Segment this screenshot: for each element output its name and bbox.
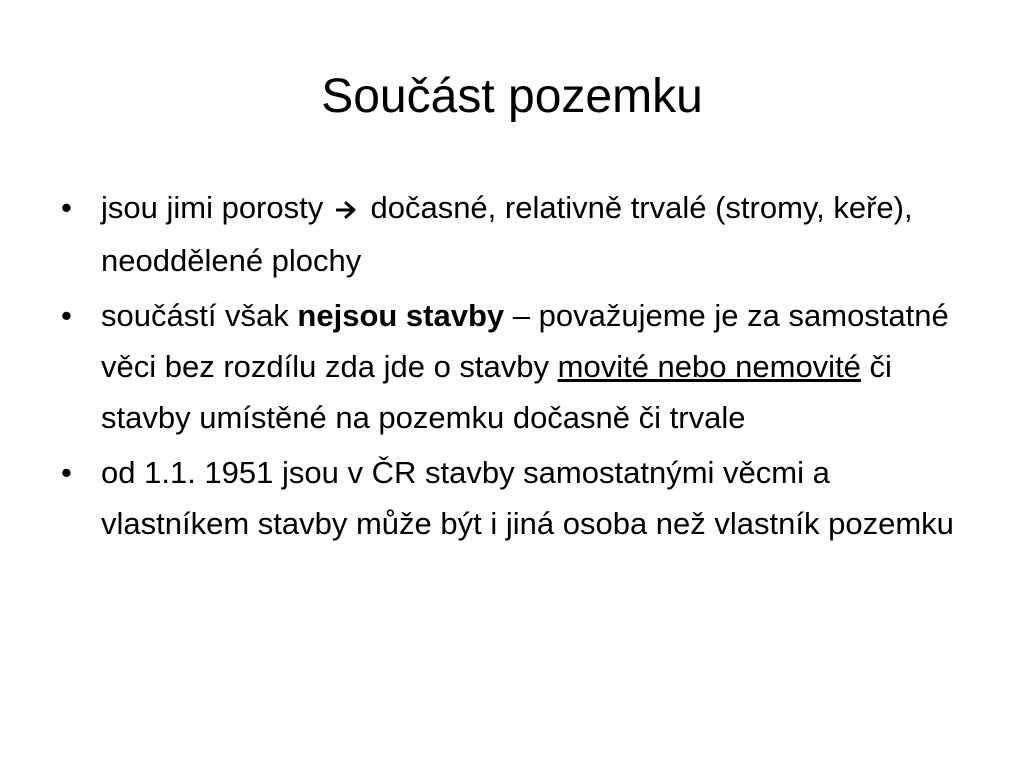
bullet-text: – považujeme je za samostatné věci bez rozdílu zda jde o stavby	[101, 298, 949, 385]
bullet-text: jsou jimi porosty	[101, 190, 332, 225]
bullet-text: od 1.1. 1951 jsou v ČR stavby samostatnými věcmi a vlastníkem stavby může být i jiná osoba než vlastník pozemku	[101, 455, 954, 542]
bullet-text: dočasné, relativně trvalé (stromy, keře), neoddělené plochy	[101, 190, 913, 279]
bullet-marker: •	[61, 298, 72, 334]
bullet-marker: •	[61, 190, 72, 225]
bullet-text: či stavby umístěné na pozemku dočasně či trvale	[101, 349, 892, 436]
right-arrow-icon	[336, 184, 358, 235]
bullet-marker: •	[61, 455, 72, 491]
bullet-item-stavby	[58, 290, 978, 443]
slide-title: Součást pozemku	[321, 70, 703, 123]
underlined-emphasis: movité nebo nemovité	[557, 349, 861, 385]
bullet-item-1951	[58, 447, 978, 549]
bullet-list	[58, 182, 978, 553]
bullet-item-porosty	[58, 182, 978, 286]
bold-emphasis: nejsou stavby	[297, 298, 505, 334]
bullet-text: součástí však	[101, 298, 298, 334]
